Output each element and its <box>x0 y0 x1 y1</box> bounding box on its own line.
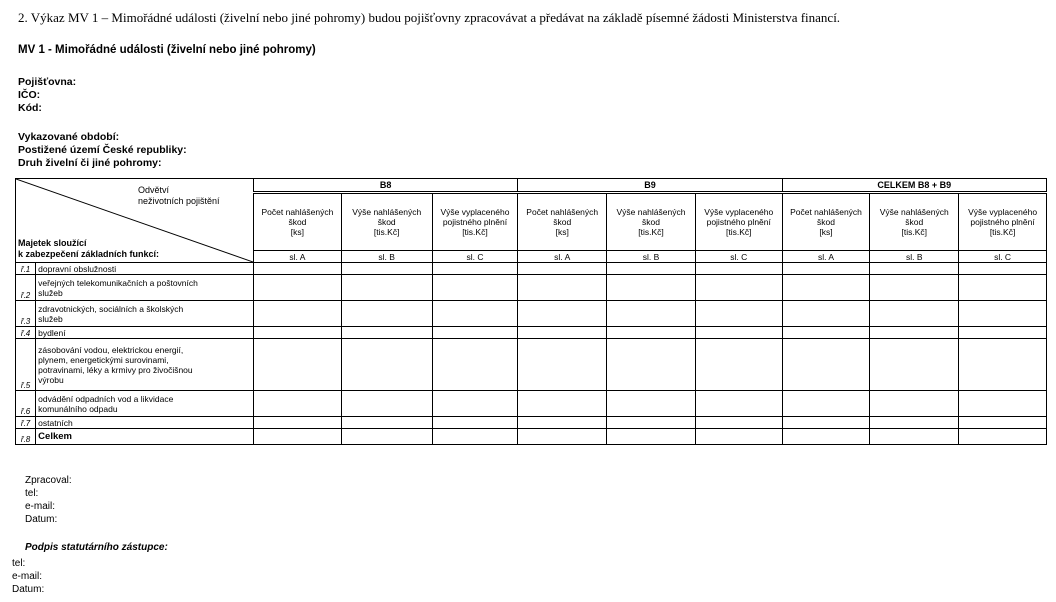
value-cell[interactable] <box>254 339 342 391</box>
value-cell[interactable] <box>695 391 782 417</box>
column-label: sl. A <box>518 251 607 263</box>
value-cell[interactable] <box>341 327 432 339</box>
value-cell[interactable] <box>432 301 518 327</box>
column-header: Výše vyplaceného pojistného plnění [tis.Kč] <box>432 193 518 251</box>
value-cell[interactable] <box>518 301 607 327</box>
value-cell[interactable] <box>959 339 1047 391</box>
row-description: zdravotnických, sociálních a školských služeb <box>36 301 254 327</box>
row-description: zásobování vodou, elektrickou energií, plynem, energetickými surovinami, potravinami, léky a krmivy pro živočišnou výrobu <box>36 339 254 391</box>
table-row <box>16 391 1047 417</box>
value-cell[interactable] <box>870 339 959 391</box>
value-cell[interactable] <box>959 263 1047 275</box>
row-description: bydlení <box>36 327 254 339</box>
value-cell[interactable] <box>959 417 1047 429</box>
row-description: ostatních <box>36 417 254 429</box>
code-label: Kód: <box>18 102 42 114</box>
table-row <box>16 301 1047 327</box>
value-cell[interactable] <box>518 417 607 429</box>
value-cell[interactable] <box>341 391 432 417</box>
value-cell[interactable] <box>959 391 1047 417</box>
value-cell[interactable] <box>695 301 782 327</box>
value-cell[interactable] <box>254 275 342 301</box>
column-label: sl. B <box>341 251 432 263</box>
row-number: ř.3 <box>16 301 36 327</box>
value-cell[interactable] <box>870 391 959 417</box>
total-value-cell[interactable] <box>341 429 432 445</box>
value-cell[interactable] <box>695 327 782 339</box>
value-cell[interactable] <box>607 339 696 391</box>
column-header: Počet nahlášených škod [ks] <box>254 193 342 251</box>
value-cell[interactable] <box>870 327 959 339</box>
total-value-cell[interactable] <box>607 429 696 445</box>
row-number: ř.6 <box>16 391 36 417</box>
value-cell[interactable] <box>432 339 518 391</box>
phone-label: tel: <box>25 488 39 499</box>
value-cell[interactable] <box>782 263 870 275</box>
row-number: ř.4 <box>16 327 36 339</box>
column-header: Výše vyplaceného pojistného plnění [tis.Kč] <box>959 193 1047 251</box>
value-cell[interactable] <box>518 339 607 391</box>
group-header-b9: B9 <box>518 179 782 193</box>
signatory-contact-block <box>12 557 44 596</box>
column-header: Počet nahlášených škod [ks] <box>782 193 870 251</box>
prepared-by-block <box>25 474 72 526</box>
corner-top-label: Odvětví neživotních pojištění <box>138 185 220 206</box>
column-label: sl. B <box>607 251 696 263</box>
corner-bottom-label: Majetek sloužící k zabezpečení základních funkcí: <box>18 238 160 259</box>
corner-header-cell <box>16 179 254 263</box>
total-value-cell[interactable] <box>695 429 782 445</box>
signatory-date-label: Datum: <box>12 584 45 595</box>
table-row <box>16 275 1047 301</box>
value-cell[interactable] <box>782 391 870 417</box>
value-cell[interactable] <box>782 339 870 391</box>
row-number: ř.1 <box>16 263 36 275</box>
table-row <box>16 263 1047 275</box>
date-label: Datum: <box>25 514 58 525</box>
group-header-total: CELKEM B8 + B9 <box>782 179 1046 193</box>
ico-label: IČO: <box>18 89 41 101</box>
column-label: sl. C <box>695 251 782 263</box>
column-header: Počet nahlášených škod [ks] <box>518 193 607 251</box>
insurer-label: Pojišťovna: <box>18 76 77 88</box>
table-row <box>16 339 1047 391</box>
value-cell[interactable] <box>432 327 518 339</box>
mv1-table <box>15 178 1047 445</box>
value-cell[interactable] <box>695 417 782 429</box>
value-cell[interactable] <box>607 263 696 275</box>
value-cell[interactable] <box>607 391 696 417</box>
column-header: Výše nahlášených škod [tis.Kč] <box>607 193 696 251</box>
column-label: sl. B <box>870 251 959 263</box>
value-cell[interactable] <box>607 275 696 301</box>
table-body <box>16 263 1047 445</box>
event-info <box>18 131 187 170</box>
value-cell[interactable] <box>518 391 607 417</box>
group-header-b8: B8 <box>254 179 518 193</box>
value-cell[interactable] <box>695 275 782 301</box>
value-cell[interactable] <box>254 391 342 417</box>
value-cell[interactable] <box>695 339 782 391</box>
column-label: sl. A <box>782 251 870 263</box>
period-label: Vykazované období: <box>18 131 120 143</box>
value-cell[interactable] <box>518 263 607 275</box>
table-row <box>16 417 1047 429</box>
total-value-cell[interactable] <box>432 429 518 445</box>
value-cell[interactable] <box>518 327 607 339</box>
value-cell[interactable] <box>518 275 607 301</box>
row-number: ř.2 <box>16 275 36 301</box>
total-value-cell[interactable] <box>959 429 1047 445</box>
column-header: Výše vyplaceného pojistného plnění [tis.Kč] <box>695 193 782 251</box>
insurer-info <box>18 76 76 115</box>
total-value-cell[interactable] <box>254 429 342 445</box>
column-label: sl. C <box>959 251 1047 263</box>
value-cell[interactable] <box>782 327 870 339</box>
value-cell[interactable] <box>254 327 342 339</box>
intro-text: 2. Výkaz MV 1 – Mimořádné události (živelní nebo jiné pohromy) budou pojišťovny zpracovávat a předávat na základě písemné žádosti Ministerstva financí. <box>18 10 841 25</box>
total-label: Celkem <box>36 429 254 445</box>
value-cell[interactable] <box>870 301 959 327</box>
value-cell[interactable] <box>432 417 518 429</box>
value-cell[interactable] <box>959 301 1047 327</box>
row-description: odvádění odpadních vod a likvidace komunálního odpadu <box>36 391 254 417</box>
value-cell[interactable] <box>959 275 1047 301</box>
territory-label: Postižené území České republiky: <box>18 144 187 156</box>
value-cell[interactable] <box>870 417 959 429</box>
value-cell[interactable] <box>254 263 342 275</box>
value-cell[interactable] <box>959 327 1047 339</box>
row-number: ř.5 <box>16 339 36 391</box>
value-cell[interactable] <box>254 417 342 429</box>
value-cell[interactable] <box>695 263 782 275</box>
prepared-by-label: Zpracoval: <box>25 475 72 486</box>
value-cell[interactable] <box>870 275 959 301</box>
disaster-type-label: Druh živelní či jiné pohromy: <box>18 157 162 169</box>
total-value-cell[interactable] <box>782 429 870 445</box>
table-row <box>16 327 1047 339</box>
row-description: veřejných telekomunikačních a poštovních služeb <box>36 275 254 301</box>
value-cell[interactable] <box>607 417 696 429</box>
row-number: ř.7 <box>16 417 36 429</box>
value-cell[interactable] <box>341 275 432 301</box>
row-number: ř.8 <box>16 429 36 445</box>
value-cell[interactable] <box>341 301 432 327</box>
value-cell[interactable] <box>254 301 342 327</box>
value-cell[interactable] <box>782 301 870 327</box>
signatory-phone-label: tel: <box>12 558 26 569</box>
value-cell[interactable] <box>432 275 518 301</box>
value-cell[interactable] <box>341 339 432 391</box>
value-cell[interactable] <box>432 391 518 417</box>
value-cell[interactable] <box>432 263 518 275</box>
value-cell[interactable] <box>341 417 432 429</box>
value-cell[interactable] <box>782 417 870 429</box>
row-description: dopravní obslužnosti <box>36 263 254 275</box>
value-cell[interactable] <box>870 263 959 275</box>
column-label: sl. C <box>432 251 518 263</box>
total-value-cell[interactable] <box>870 429 959 445</box>
column-header: Výše nahlášených škod [tis.Kč] <box>341 193 432 251</box>
report-title: MV 1 - Mimořádné události (živelní nebo jiné pohromy) <box>18 44 316 56</box>
column-label: sl. A <box>254 251 342 263</box>
total-row <box>16 429 1047 445</box>
signatory-email-label: e-mail: <box>12 571 43 582</box>
total-value-cell[interactable] <box>518 429 607 445</box>
column-header: Výše nahlášených škod [tis.Kč] <box>870 193 959 251</box>
value-cell[interactable] <box>607 301 696 327</box>
email-label: e-mail: <box>25 501 56 512</box>
value-cell[interactable] <box>607 327 696 339</box>
value-cell[interactable] <box>782 275 870 301</box>
signature-label: Podpis statutárního zástupce: <box>25 542 168 553</box>
value-cell[interactable] <box>341 263 432 275</box>
